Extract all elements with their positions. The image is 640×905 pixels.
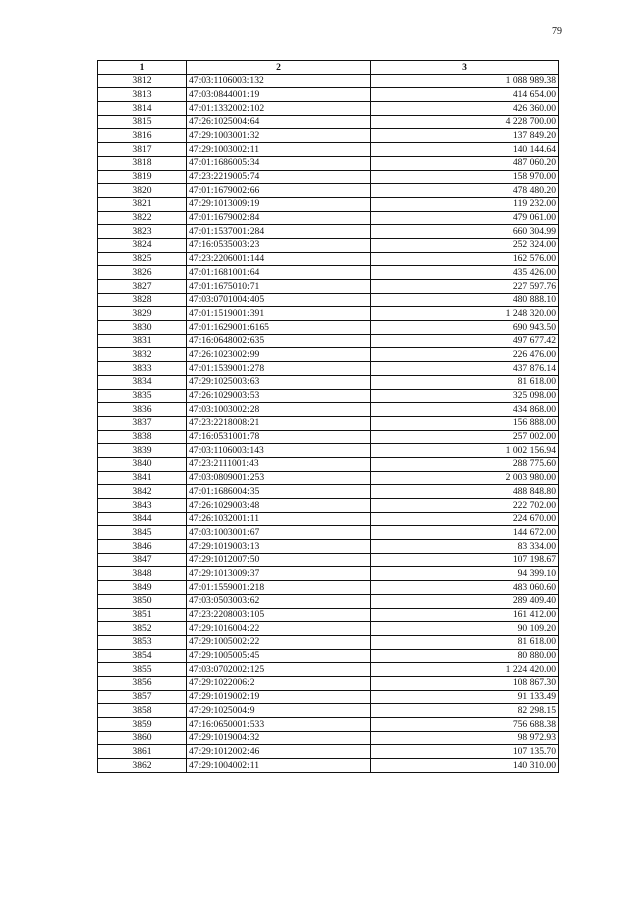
cadastral-number-cell: 47:03:0701004:405: [187, 293, 371, 307]
cadastral-number-cell: 47:01:1559001:218: [187, 581, 371, 595]
cadastral-number-cell: 47:01:1675010:71: [187, 280, 371, 294]
row-number-cell: 3819: [98, 170, 187, 184]
table-row: [98, 567, 559, 581]
table-row: [98, 403, 559, 417]
table-row: [98, 608, 559, 622]
cadastral-value-cell: 483 060.60: [371, 581, 559, 595]
table-row: [98, 88, 559, 102]
row-number-cell: 3853: [98, 635, 187, 649]
row-number-cell: 3844: [98, 512, 187, 526]
table-body: [98, 74, 559, 772]
cadastral-number-cell: 47:16:0648002:635: [187, 334, 371, 348]
table-row: [98, 718, 559, 732]
cadastral-value-cell: 4 228 700.00: [371, 115, 559, 129]
cadastral-number-cell: 47:29:1004002:11: [187, 759, 371, 773]
cadastral-value-cell: 90 109.20: [371, 622, 559, 636]
row-number-cell: 3815: [98, 115, 187, 129]
cadastral-value-cell: 1 248 320.00: [371, 307, 559, 321]
table-row: [98, 375, 559, 389]
table-row: [98, 581, 559, 595]
table-row: [98, 430, 559, 444]
cadastral-number-cell: 47:29:1019004:32: [187, 731, 371, 745]
row-number-cell: 3832: [98, 348, 187, 362]
cadastral-number-cell: 47:23:2111001:43: [187, 457, 371, 471]
row-number-cell: 3834: [98, 375, 187, 389]
table-row: [98, 594, 559, 608]
table-row: [98, 676, 559, 690]
cadastral-number-cell: 47:29:1019003:13: [187, 540, 371, 554]
cadastral-value-cell: 1 224 420.00: [371, 663, 559, 677]
row-number-cell: 3812: [98, 74, 187, 88]
table-row: [98, 499, 559, 513]
table-row: [98, 731, 559, 745]
row-number-cell: 3840: [98, 457, 187, 471]
row-number-cell: 3814: [98, 102, 187, 116]
row-number-cell: 3816: [98, 129, 187, 143]
cadastral-value-cell: 426 360.00: [371, 102, 559, 116]
table-row: [98, 389, 559, 403]
cadastral-number-cell: 47:03:1106003:143: [187, 444, 371, 458]
row-number-cell: 3837: [98, 416, 187, 430]
cadastral-value-cell: 94 399.10: [371, 567, 559, 581]
cadastral-number-cell: 47:29:1003001:32: [187, 129, 371, 143]
table-row: [98, 635, 559, 649]
cadastral-number-cell: 47:29:1005005:45: [187, 649, 371, 663]
table-row: [98, 622, 559, 636]
cadastral-number-cell: 47:03:1106003:132: [187, 74, 371, 88]
cadastral-value-cell: 487 060.20: [371, 156, 559, 170]
row-number-cell: 3854: [98, 649, 187, 663]
cadastral-number-cell: 47:29:1012007:50: [187, 553, 371, 567]
row-number-cell: 3848: [98, 567, 187, 581]
table-row: [98, 102, 559, 116]
table-row: [98, 553, 559, 567]
cadastral-number-cell: 47:03:1003001:67: [187, 526, 371, 540]
row-number-cell: 3824: [98, 238, 187, 252]
cadastral-value-cell: 435 426.00: [371, 266, 559, 280]
cadastral-value-cell: 81 618.00: [371, 375, 559, 389]
cadastral-number-cell: 47:29:1022006:2: [187, 676, 371, 690]
cadastral-value-cell: 158 970.00: [371, 170, 559, 184]
table-row: [98, 348, 559, 362]
cadastral-value-cell: 437 876.14: [371, 362, 559, 376]
cadastral-number-cell: 47:01:1686004:35: [187, 485, 371, 499]
cadastral-number-cell: 47:16:0531001:78: [187, 430, 371, 444]
cadastral-value-cell: 98 972.93: [371, 731, 559, 745]
cadastral-number-cell: 47:03:1003002:28: [187, 403, 371, 417]
cadastral-value-cell: 80 880.00: [371, 649, 559, 663]
table-row: [98, 143, 559, 157]
cadastral-value-cell: 82 298.15: [371, 704, 559, 718]
table-row: [98, 170, 559, 184]
table-row: [98, 362, 559, 376]
cadastral-value-cell: 478 480.20: [371, 184, 559, 198]
row-number-cell: 3842: [98, 485, 187, 499]
cadastral-value-cell: 107 198.67: [371, 553, 559, 567]
row-number-cell: 3830: [98, 321, 187, 335]
cadastral-value-cell: 288 775.60: [371, 457, 559, 471]
cadastral-number-cell: 47:26:1029003:48: [187, 499, 371, 513]
column-header-2: 2: [187, 61, 371, 75]
cadastral-value-cell: 414 654.00: [371, 88, 559, 102]
cadastral-value-cell: 83 334.00: [371, 540, 559, 554]
cadastral-value-cell: 480 888.10: [371, 293, 559, 307]
row-number-cell: 3851: [98, 608, 187, 622]
row-number-cell: 3856: [98, 676, 187, 690]
row-number-cell: 3855: [98, 663, 187, 677]
table-row: [98, 211, 559, 225]
table-row: [98, 704, 559, 718]
row-number-cell: 3827: [98, 280, 187, 294]
cadastral-value-cell: 144 672.00: [371, 526, 559, 540]
table-row: [98, 663, 559, 677]
cadastral-number-cell: 47:26:1029003:53: [187, 389, 371, 403]
row-number-cell: 3849: [98, 581, 187, 595]
cadastral-value-cell: 690 943.50: [371, 321, 559, 335]
cadastral-value-cell: 257 002.00: [371, 430, 559, 444]
cadastral-value-cell: 226 476.00: [371, 348, 559, 362]
cadastral-value-table: [97, 60, 559, 773]
row-number-cell: 3822: [98, 211, 187, 225]
table-row: [98, 307, 559, 321]
table-row: [98, 321, 559, 335]
cadastral-number-cell: 47:01:1679002:84: [187, 211, 371, 225]
table-row: [98, 649, 559, 663]
cadastral-value-cell: 140 310.00: [371, 759, 559, 773]
cadastral-value-cell: 162 576.00: [371, 252, 559, 266]
row-number-cell: 3839: [98, 444, 187, 458]
row-number-cell: 3817: [98, 143, 187, 157]
cadastral-value-cell: 81 618.00: [371, 635, 559, 649]
table-row: [98, 129, 559, 143]
table-row: [98, 485, 559, 499]
row-number-cell: 3821: [98, 197, 187, 211]
table-row: [98, 457, 559, 471]
table-row: [98, 197, 559, 211]
table-row: [98, 471, 559, 485]
cadastral-value-cell: 660 304.99: [371, 225, 559, 239]
cadastral-value-cell: 1 088 989.38: [371, 74, 559, 88]
cadastral-value-cell: 488 848.80: [371, 485, 559, 499]
cadastral-value-cell: 91 133.49: [371, 690, 559, 704]
cadastral-number-cell: 47:26:1032001:11: [187, 512, 371, 526]
row-number-cell: 3826: [98, 266, 187, 280]
cadastral-number-cell: 47:01:1679002:66: [187, 184, 371, 198]
row-number-cell: 3847: [98, 553, 187, 567]
cadastral-value-cell: 156 888.00: [371, 416, 559, 430]
table-row: [98, 759, 559, 773]
row-number-cell: 3850: [98, 594, 187, 608]
cadastral-value-cell: 1 002 156.94: [371, 444, 559, 458]
cadastral-number-cell: 47:03:0702002:125: [187, 663, 371, 677]
table-row: [98, 444, 559, 458]
table-row: [98, 238, 559, 252]
row-number-cell: 3861: [98, 745, 187, 759]
row-number-cell: 3860: [98, 731, 187, 745]
cadastral-value-cell: 137 849.20: [371, 129, 559, 143]
row-number-cell: 3823: [98, 225, 187, 239]
column-header-1: 1: [98, 61, 187, 75]
cadastral-number-cell: 47:29:1012002:46: [187, 745, 371, 759]
table-row: [98, 225, 559, 239]
cadastral-number-cell: 47:29:1003002:11: [187, 143, 371, 157]
row-number-cell: 3813: [98, 88, 187, 102]
table-row: [98, 334, 559, 348]
table-row: [98, 252, 559, 266]
cadastral-number-cell: 47:01:1537001:284: [187, 225, 371, 239]
cadastral-number-cell: 47:23:2219005:74: [187, 170, 371, 184]
row-number-cell: 3831: [98, 334, 187, 348]
cadastral-value-cell: 222 702.00: [371, 499, 559, 513]
row-number-cell: 3859: [98, 718, 187, 732]
cadastral-value-cell: 119 232.00: [371, 197, 559, 211]
row-number-cell: 3829: [98, 307, 187, 321]
table-row: [98, 293, 559, 307]
table-row: [98, 526, 559, 540]
cadastral-number-cell: 47:23:2218008:21: [187, 416, 371, 430]
cadastral-number-cell: 47:03:0503003:62: [187, 594, 371, 608]
table-header-row: [98, 61, 559, 75]
cadastral-number-cell: 47:29:1013009:19: [187, 197, 371, 211]
row-number-cell: 3825: [98, 252, 187, 266]
cadastral-value-cell: 325 098.00: [371, 389, 559, 403]
column-header-3: 3: [371, 61, 559, 75]
cadastral-value-cell: 497 677.42: [371, 334, 559, 348]
row-number-cell: 3828: [98, 293, 187, 307]
cadastral-number-cell: 47:23:2206001:144: [187, 252, 371, 266]
cadastral-number-cell: 47:03:0844001:19: [187, 88, 371, 102]
row-number-cell: 3838: [98, 430, 187, 444]
cadastral-number-cell: 47:01:1539001:278: [187, 362, 371, 376]
table-row: [98, 74, 559, 88]
cadastral-value-cell: 108 867.30: [371, 676, 559, 690]
cadastral-number-cell: 47:29:1013009:37: [187, 567, 371, 581]
table-row: [98, 540, 559, 554]
cadastral-value-cell: 227 597.76: [371, 280, 559, 294]
cadastral-value-cell: 756 688.38: [371, 718, 559, 732]
table-row: [98, 416, 559, 430]
cadastral-value-cell: 2 003 980.00: [371, 471, 559, 485]
cadastral-number-cell: 47:29:1016004:22: [187, 622, 371, 636]
row-number-cell: 3820: [98, 184, 187, 198]
cadastral-number-cell: 47:01:1686005:34: [187, 156, 371, 170]
table-row: [98, 115, 559, 129]
table-row: [98, 184, 559, 198]
cadastral-value-cell: 289 409.40: [371, 594, 559, 608]
cadastral-number-cell: 47:16:0650001:533: [187, 718, 371, 732]
cadastral-number-cell: 47:03:0809001:253: [187, 471, 371, 485]
cadastral-number-cell: 47:26:1023002:99: [187, 348, 371, 362]
row-number-cell: 3857: [98, 690, 187, 704]
row-number-cell: 3862: [98, 759, 187, 773]
cadastral-number-cell: 47:01:1681001:64: [187, 266, 371, 280]
cadastral-value-cell: 224 670.00: [371, 512, 559, 526]
table-row: [98, 745, 559, 759]
cadastral-value-cell: 434 868.00: [371, 403, 559, 417]
cadastral-number-cell: 47:01:1629001:6165: [187, 321, 371, 335]
cadastral-number-cell: 47:01:1332002:102: [187, 102, 371, 116]
cadastral-number-cell: 47:29:1005002:22: [187, 635, 371, 649]
table-row: [98, 512, 559, 526]
row-number-cell: 3845: [98, 526, 187, 540]
row-number-cell: 3818: [98, 156, 187, 170]
cadastral-number-cell: 47:16:0535003:23: [187, 238, 371, 252]
row-number-cell: 3846: [98, 540, 187, 554]
table-row: [98, 280, 559, 294]
table-row: [98, 156, 559, 170]
row-number-cell: 3835: [98, 389, 187, 403]
row-number-cell: 3843: [98, 499, 187, 513]
cadastral-number-cell: 47:01:1519001:391: [187, 307, 371, 321]
row-number-cell: 3833: [98, 362, 187, 376]
cadastral-number-cell: 47:29:1025003:63: [187, 375, 371, 389]
cadastral-number-cell: 47:29:1025004:9: [187, 704, 371, 718]
cadastral-number-cell: 47:23:2208003:105: [187, 608, 371, 622]
cadastral-number-cell: 47:26:1025004:64: [187, 115, 371, 129]
row-number-cell: 3858: [98, 704, 187, 718]
table-row: [98, 266, 559, 280]
row-number-cell: 3852: [98, 622, 187, 636]
cadastral-value-cell: 161 412.00: [371, 608, 559, 622]
row-number-cell: 3836: [98, 403, 187, 417]
table-row: [98, 690, 559, 704]
row-number-cell: 3841: [98, 471, 187, 485]
cadastral-value-cell: 252 324.00: [371, 238, 559, 252]
cadastral-number-cell: 47:29:1019002:19: [187, 690, 371, 704]
cadastral-value-cell: 140 144.64: [371, 143, 559, 157]
cadastral-value-cell: 107 135.70: [371, 745, 559, 759]
cadastral-value-cell: 479 061.00: [371, 211, 559, 225]
page-number: 79: [552, 26, 562, 37]
